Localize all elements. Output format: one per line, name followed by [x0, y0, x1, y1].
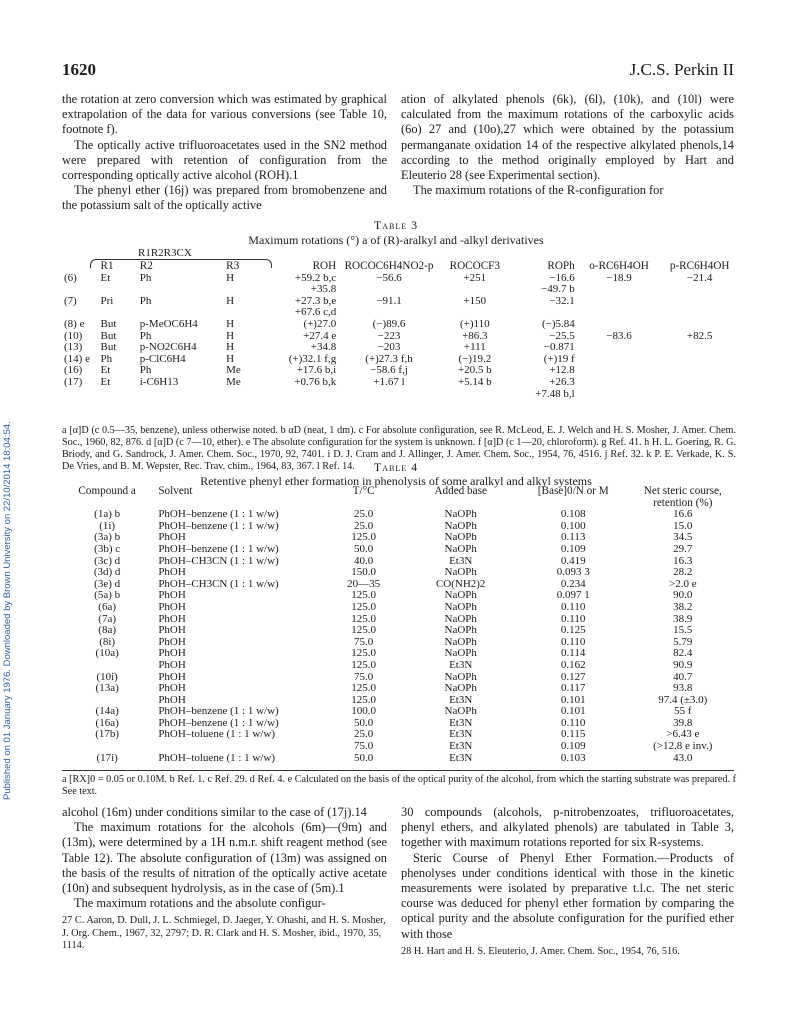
table-cell: 75.0 [353, 635, 374, 648]
table-cell: PhOH [158, 589, 186, 602]
table-cell: 0.110 [561, 612, 586, 625]
table-cell: Added base [434, 485, 487, 497]
table-cell: 0.419 [560, 554, 586, 567]
table-cell: 40.7 [673, 670, 693, 683]
table-row [60, 296, 740, 319]
table-cell: 0.103 [560, 751, 586, 764]
table-cell: 125.0 [351, 600, 376, 613]
table-row [60, 319, 740, 331]
table-cell: i-C6H13 [139, 375, 179, 388]
table-cell: 39.8 [673, 716, 693, 729]
table-cell: 125.0 [351, 531, 376, 544]
table-cell: PhOH [158, 600, 186, 613]
table-cell: PhOH–toluene (1 : 1 w/w) [158, 728, 276, 741]
table-cell: 15.0 [673, 519, 693, 532]
table-cell: Pri [100, 294, 114, 307]
table-cell: (17i) [96, 751, 118, 764]
table4 [60, 486, 740, 764]
table-cell: PhOH [158, 647, 186, 660]
table3-label: Table 3 [373, 218, 419, 232]
table-cell: +26.3 +7.48 b,l [535, 375, 575, 400]
table-cell [659, 377, 740, 400]
table-cell: −16.6 −49.7 b [541, 271, 575, 296]
table-cell: −32.1 [549, 294, 575, 307]
table-cell: −25.5 [549, 329, 575, 342]
table-cell: 40.0 [353, 554, 374, 567]
table-cell: 0.109 [560, 542, 586, 555]
table-cell: 0.110 [561, 635, 586, 648]
table-cell: Et3N [449, 554, 473, 567]
table-cell [579, 365, 660, 377]
table-cell: PhOH–toluene (1 : 1 w/w) [158, 751, 276, 764]
table-cell: Et3N [449, 693, 473, 706]
paragraph: ation of alkylated phenols (6k), (6l), (10k), and (10l) were calculated from the maximum rotations of the carboxylic acids (6o) 27 and (10o),27 which were obtained by the potassium permanganate oxidation 14 of the respective alkylated phenols,14 according to the method originally employed by Hart and Eleuterio 28 (see Experimental section). [401, 92, 734, 183]
table-cell: (+)27.0 [303, 317, 337, 330]
table-cell: +251 [463, 271, 487, 284]
table-cell [60, 261, 97, 273]
table-cell: NaOPh [444, 670, 477, 683]
table-cell: −203 [377, 341, 401, 354]
paragraph: The phenyl ether (16j) was prepared from bromobenzene and the potassium salt of the optically active [62, 183, 387, 213]
table-cell: (+)32.1 f,g [288, 352, 337, 365]
table-cell: PhOH [158, 531, 186, 544]
table-cell: 0.114 [561, 647, 586, 660]
table-cell: 38.2 [673, 600, 693, 613]
table-cell: +34.8 [310, 341, 337, 354]
table-cell: (−)89.6 [372, 317, 406, 330]
table-cell: (+)19 f [543, 352, 575, 365]
table-cell: Net steric course, retention (%) [643, 485, 722, 509]
footnote-28: 28 H. Hart and H. S. Eleuterio, J. Amer. Chem. Soc., 1954, 76, 516. [401, 945, 680, 957]
table-cell: NaOPh [444, 566, 477, 579]
table-cell: PhOH [158, 566, 186, 579]
table-cell: (10a) [95, 647, 119, 660]
table-row [60, 729, 740, 741]
table-cell [579, 342, 660, 354]
table-cell: >2.0 e [668, 577, 697, 590]
table-cell: Solvent [158, 485, 193, 497]
table-cell: Et3N [449, 728, 473, 741]
table-cell: +0.76 b,k [294, 375, 337, 388]
paragraph: The optically active trifluoroacetates used in the SN2 method were prepared with retention of configuration from the corresponding optically active alcohol (ROH).1 [62, 137, 387, 183]
table-cell: +12.8 [549, 364, 575, 377]
table-cell: NaOPh [444, 542, 477, 555]
table-cell: PhOH–benzene (1 : 1 w/w) [158, 716, 279, 729]
table-cell: H [226, 317, 235, 330]
table-cell: 150.0 [351, 566, 376, 579]
table-cell: 0.101 [560, 705, 586, 718]
table-cell: (−)19.2 [458, 352, 492, 365]
table-cell: +20.5 b [457, 364, 492, 377]
table-cell: 50.0 [353, 716, 374, 729]
table-cell: +17.6 b,i [296, 364, 337, 377]
footnote-27: 27 C. Aaron, D. Dull, J. L. Schmiegel, D. Jaeger, Y. Ohashi, and H. S. Mosher, J. Org. Chem., 1967, 32, 2797; D. R. Clark and H. S. Mosher, ibid., 1970, 35, 1114. [62, 915, 386, 952]
table-cell: p-ClC6H4 [139, 352, 186, 365]
table-cell: p-NO2C6H4 [139, 341, 197, 354]
table-cell: R3 [226, 260, 240, 272]
table-cell: H [226, 271, 235, 284]
table-cell: PhOH [158, 624, 186, 637]
table-cell: 43.0 [673, 751, 693, 764]
table-cell: 125.0 [351, 693, 376, 706]
table-cell: 29.7 [673, 542, 693, 555]
table-cell: ROPh [547, 260, 575, 272]
table-row [60, 342, 740, 354]
table-cell [154, 741, 326, 753]
table-row [60, 273, 740, 296]
table-cell: p-MeOC6H4 [139, 317, 198, 330]
table-cell: 90.9 [673, 658, 693, 671]
table-cell: +5.14 b [457, 375, 492, 388]
table-cell: 82.4 [673, 647, 693, 660]
table-cell: PhOH [158, 658, 186, 671]
table-row [60, 567, 740, 579]
table-cell: Et [100, 271, 111, 284]
table-cell: 125.0 [351, 612, 376, 625]
table4-header-row [60, 486, 740, 509]
table-cell: 25.0 [353, 728, 374, 741]
table-cell: NaOPh [444, 519, 477, 532]
table-cell [659, 354, 740, 366]
paragraph: alcohol (16m) under conditions similar to the case of (17j).14 [62, 805, 367, 819]
table-cell: +59.2 b,c +35.8 [294, 271, 337, 296]
table-cell: (3c) d [94, 554, 121, 567]
table-cell: 97.4 (±3.0) [658, 693, 708, 706]
table-cell: +27.3 b,e +67.6 c,d [294, 294, 337, 319]
table-cell: ROCOCF3 [449, 260, 501, 272]
table-cell: But [100, 341, 117, 354]
table-cell: Ph [139, 271, 152, 284]
table-cell: 0.110 [561, 716, 586, 729]
table-cell [659, 365, 740, 377]
table-cell: Et3N [449, 751, 473, 764]
table-cell: +150 [463, 294, 487, 307]
table-cell: (10i) [96, 670, 118, 683]
table-cell: 125.0 [351, 658, 376, 671]
table-cell: PhOH–CH3CN (1 : 1 w/w) [158, 554, 279, 567]
table-cell: −223 [377, 329, 401, 342]
table3 [60, 261, 740, 400]
table-cell: (7a) [98, 612, 117, 625]
table-cell: Me [226, 375, 241, 388]
provenance-text: Published on 01 January 1976. Downloaded by Brown University on 22/10/2014 18:04:54. [2, 421, 13, 800]
table-cell: Ph [139, 364, 152, 377]
table3-group-label: R1R2R3CX [138, 247, 192, 259]
paragraph: The maximum rotations for the alcohols (6m)—(9m) and (13m), were determined by a 1H n.m.r. shift reagent method (see Table 12). The absolute configuration of (13m) was assigned on the basis of the results of nitration of the optically active acetate (10n) and subsequent hydrolysis, as in the case of (5m).1 [62, 820, 387, 896]
table-cell: PhOH [158, 635, 186, 648]
table-cell: 38.9 [673, 612, 693, 625]
table-cell [579, 319, 660, 331]
table-cell: (5a) b [94, 589, 121, 602]
table-cell: ROH [312, 260, 337, 272]
table-cell [579, 377, 660, 400]
bottom-left-column [62, 805, 387, 953]
table-cell: (1a) b [94, 508, 121, 521]
table-row [60, 753, 740, 765]
table-cell: (6) [64, 271, 77, 284]
table-cell: PhOH–benzene (1 : 1 w/w) [158, 705, 279, 718]
table-row [60, 625, 740, 637]
table-cell: 15.5 [673, 624, 693, 637]
table-cell [659, 319, 740, 331]
table-row [60, 683, 740, 695]
table4-bottom-rule [62, 770, 734, 771]
table-cell: −21.4 [686, 271, 713, 284]
table-cell: 25.0 [353, 519, 374, 532]
table-cell [659, 296, 740, 319]
table-cell: 0.097 1 [556, 589, 590, 602]
table-cell: Ph [100, 352, 113, 365]
table-cell: 0.162 [560, 658, 586, 671]
table-cell: But [100, 317, 117, 330]
table-cell: 125.0 [351, 647, 376, 660]
table-cell: (1i) [99, 519, 116, 532]
table3-header-row [60, 261, 740, 273]
table-cell: H [226, 352, 235, 365]
table-cell: NaOPh [444, 705, 477, 718]
provenance-sidebar [2, 200, 16, 800]
table-cell: 0.125 [560, 624, 586, 637]
table-cell: −56.6 [376, 271, 402, 284]
table-cell: 0.110 [561, 600, 586, 613]
table-cell: (−)5.84 [541, 317, 575, 330]
table-cell [60, 741, 154, 753]
table-cell: Et3N [449, 716, 473, 729]
table-cell: NaOPh [444, 600, 477, 613]
table-cell: NaOPh [444, 612, 477, 625]
table-row [60, 602, 740, 614]
table-cell: +27.4 e [303, 329, 337, 342]
table-cell: 0.127 [560, 670, 586, 683]
table-cell: +1.67 l [373, 375, 405, 388]
table-cell: (8a) [98, 624, 117, 637]
table-cell: 20—35 [347, 577, 381, 590]
table-cell: +86.3 [462, 329, 488, 342]
table-cell: (17) [64, 375, 83, 388]
table-cell: +82.5 [686, 329, 713, 342]
table-cell: NaOPh [444, 624, 477, 637]
table-cell: PhOH–CH3CN (1 : 1 w/w) [158, 577, 279, 590]
table-cell: Compound a [78, 485, 136, 497]
table-cell: 0.109 [560, 740, 586, 753]
table-cell: (8i) [99, 635, 116, 648]
table-cell: (>12.8 e inv.) [653, 740, 713, 753]
table-cell: But [100, 329, 117, 342]
table-cell: 28.2 [673, 566, 693, 579]
table-cell: NaOPh [444, 589, 477, 602]
table3-title: Maximum rotations (°) a of (R)-aralkyl and -alkyl derivatives [248, 233, 544, 247]
table-cell: (13) [64, 341, 83, 354]
table-cell: (16) [64, 364, 83, 377]
top-right-column [401, 92, 734, 198]
table-cell: (8) e [64, 317, 85, 330]
table-cell: 25.0 [353, 508, 374, 521]
table-cell: (17b) [95, 728, 120, 741]
table-cell: NaOPh [444, 508, 477, 521]
table-cell: PhOH [158, 693, 186, 706]
table-cell: p-RC6H4OH [669, 260, 730, 272]
table-cell: 125.0 [351, 624, 376, 637]
table4-title: Retentive phenyl ether formation in phenolysis of some aralkyl and alkyl systems [200, 474, 592, 488]
table-cell: 0.101 [560, 693, 586, 706]
table-row [60, 660, 740, 672]
table-cell: (14) e [64, 352, 90, 365]
table-cell: 75.0 [353, 670, 374, 683]
table-cell: 0.113 [561, 531, 586, 544]
table-cell: PhOH [158, 612, 186, 625]
paragraph: the rotation at zero conversion which was estimated by graphical extrapolation of the data for various conversions (see Table 10, footnote f). [62, 92, 387, 137]
table-cell: H [226, 294, 235, 307]
table-cell: H [226, 329, 235, 342]
table-cell: (6a) [98, 600, 117, 613]
table-cell: 90.0 [673, 589, 693, 602]
table-cell: 16.3 [673, 554, 693, 567]
page-header [62, 60, 734, 82]
table-cell: 93.8 [673, 682, 693, 695]
table-cell: ROCOC6H4NO2-p [344, 260, 434, 272]
table-cell: 55 f [674, 705, 692, 718]
table-cell: Me [226, 364, 241, 377]
table4-footnote: a [RX]0 = 0.05 or 0.10M. b Ref. 1. c Ref. 29. d Ref. 4. e Calculated on the basis of the optical purity of the alcohol, from which the starting substrate was prepared. f See text. [62, 774, 736, 797]
table-cell: (+)27.3 f,h [365, 352, 413, 365]
table3-footnote: a [α]D (c 0.5—35, benzene), unless otherwise noted. b αD (neat, 1 dm). c For absolute configuration, see R. McLeod, E. J. Welch and H. S. Mosher, J. Amer. Chem. Soc., 1960, 82, 876. d [α]D (c 7—10, ether). e The absolute configuration for the system is unknown. f [α]D (c 1—20, chloroform). g Ref. 41. h H. L. Goering, R. G. Briody, and G. Sandrock, J. Amer. Chem. Soc., 1970, 92, 7401. i D. J. Cram and J. Allinger, J. Amer. Chem. Soc., 1954, 76, 4516. j Ref. 32. k P. E. Verkade, K. S. De Vries, and B. M. Wepster, Rec. Trav. chim., 1964, 83, 367. l Ref. 14. [62, 425, 736, 472]
journal-name: J.C.S. Perkin II [629, 60, 734, 79]
table-cell: o-RC6H4OH [589, 260, 649, 272]
table-cell: NaOPh [444, 647, 477, 660]
table-cell: Et [100, 364, 111, 377]
table4-label: Table 4 [373, 460, 419, 474]
table-cell: (+)110 [460, 317, 490, 330]
table-cell: 34.5 [673, 531, 693, 544]
paragraph: Steric Course of Phenyl Ether Formation.—Products of phenolyses under conditions identical with those in the kinetic measurements were isolated by preparative t.l.c. The net steric course was deduced for phenyl ether formation by comparing the optical purity and the absolute configuration for the purified ether with those [401, 850, 734, 941]
table-cell: (3b) c [94, 542, 121, 555]
table-cell: (16a) [95, 716, 119, 729]
table-cell: Et3N [449, 658, 473, 671]
table-cell: >6.43 e [666, 728, 700, 741]
table-cell: 0.100 [560, 519, 586, 532]
table-cell: 0.117 [561, 682, 586, 695]
table-cell: 5.79 [673, 635, 693, 648]
bottom-right-column [401, 805, 734, 958]
table-cell: Et [100, 375, 111, 388]
paragraph: The maximum rotations and the absolute configur- [74, 896, 326, 911]
table-cell: 125.0 [351, 589, 376, 602]
table-cell: NaOPh [444, 531, 477, 544]
table-cell: NaOPh [444, 635, 477, 648]
table-cell: 0.234 [560, 577, 586, 590]
table-cell: 50.0 [353, 542, 374, 555]
table-cell: R2 [139, 260, 153, 272]
paragraph: 30 compounds (alcohols, p-nitrobenzoates, trifluoroacetates, phenyl ethers, and alkylated phenols) are tabulated in Table 3, together with maximum rotations reported for six R-systems. [401, 805, 734, 850]
table-cell: PhOH–benzene (1 : 1 w/w) [158, 542, 279, 555]
table-cell: −18.9 [606, 271, 632, 284]
table-row [60, 544, 740, 556]
table-cell: CO(NH2)2 [435, 577, 486, 590]
table-cell: NaOPh [444, 682, 477, 695]
top-left-column [62, 92, 387, 214]
table-cell: (3a) b [94, 531, 121, 544]
table-cell: (13a) [95, 682, 119, 695]
table-cell [579, 296, 660, 319]
table-cell: (14a) [95, 705, 119, 718]
table-cell: 0.108 [560, 508, 586, 521]
table-cell [659, 342, 740, 354]
table-cell: 16.6 [673, 508, 693, 521]
table-cell: R1 [100, 260, 114, 272]
table-cell: H [226, 341, 235, 354]
page-number: 1620 [62, 60, 96, 79]
paragraph: The maximum rotations of the R-configuration for [413, 183, 664, 198]
table-cell: −58.6 f,j [370, 364, 408, 377]
table-cell: −91.1 [376, 294, 402, 307]
table-cell: PhOH [158, 682, 186, 695]
table-cell: 125.0 [351, 682, 376, 695]
table-cell: 100.0 [351, 705, 376, 718]
table-cell: −0.871 [543, 341, 575, 354]
table-row [60, 377, 740, 400]
table-row [60, 741, 740, 753]
table-cell: +111 [463, 341, 486, 354]
table-cell: [Base]0/N or M [537, 485, 609, 497]
table-cell: PhOH–benzene (1 : 1 w/w) [158, 519, 279, 532]
table-cell: −83.6 [606, 329, 632, 342]
table-cell: (10) [64, 329, 83, 342]
table-cell: 0.115 [561, 728, 586, 741]
table-cell: PhOH–benzene (1 : 1 w/w) [158, 508, 279, 521]
table-cell: T/°C [352, 485, 375, 497]
table-cell: Et3N [449, 740, 473, 753]
table-cell: 75.0 [353, 740, 374, 753]
table-cell: Ph [139, 329, 152, 342]
table-cell: (7) [64, 294, 77, 307]
table-cell [579, 354, 660, 366]
table-cell: 0.093 3 [556, 566, 590, 579]
table-cell: (3d) d [93, 566, 121, 579]
table-cell: Ph [139, 294, 152, 307]
table-cell: 50.0 [353, 751, 374, 764]
table-cell [60, 660, 154, 672]
table-cell: PhOH [158, 670, 186, 683]
table-cell: (3e) d [94, 577, 121, 590]
